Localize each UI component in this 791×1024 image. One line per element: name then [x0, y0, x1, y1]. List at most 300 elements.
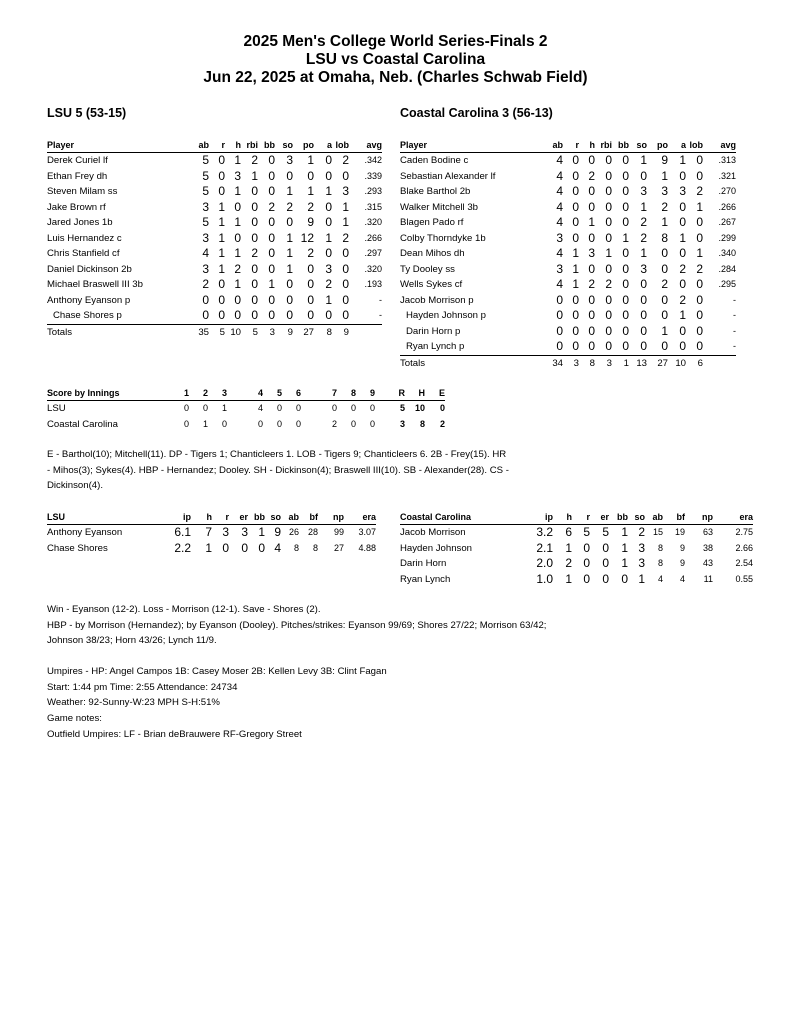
batter-stat: 0	[332, 308, 349, 324]
totals-stat: 5	[219, 326, 225, 338]
totals-stat: 10	[230, 326, 241, 338]
weather-line: Weather: 92-Sunny-W:23 MPH S-H:51%	[47, 697, 220, 709]
umpires-line: Umpires - HP: Angel Campos 1B: Casey Moser 2B: Kellen Levy 3B: Clint Fagan	[47, 666, 387, 677]
pitching-col-header: er	[600, 512, 609, 522]
batter-stat: 1	[286, 230, 293, 245]
rhe-value: 10	[414, 403, 425, 413]
batter-stat: 0	[286, 292, 293, 307]
pitcher-stat: 0	[602, 540, 609, 555]
inning-runs: 0	[331, 403, 337, 413]
pitcher-row	[400, 525, 753, 541]
batter-stat: 0	[556, 323, 563, 338]
batter-stat: 3	[202, 230, 209, 245]
batter-stat: 3	[234, 168, 241, 183]
pitching-col-header: r	[225, 512, 229, 522]
batter-stat: 1	[661, 168, 668, 183]
pitcher-era: 2.66	[735, 542, 753, 553]
pitching-col-header: ip	[183, 512, 191, 522]
batter-stat: 0	[268, 261, 275, 276]
totals-row	[400, 355, 736, 371]
batter-stat: 0	[307, 277, 314, 291]
batter-stat: 1	[307, 153, 314, 167]
inning-runs: 0	[295, 403, 301, 413]
batter-stat: 2	[202, 277, 209, 291]
batter-stat: 0	[293, 308, 314, 324]
pitcher-stat: 3	[638, 540, 645, 555]
pitching-col-header: ip	[545, 512, 553, 522]
batter-stat: 1	[622, 230, 629, 245]
batter-stat: 1	[696, 246, 703, 260]
pitcher-stat: 1	[621, 525, 628, 539]
totals-stat: 8	[326, 326, 332, 338]
rhe-header: R	[398, 388, 405, 398]
pitcher-stat: 0	[258, 540, 265, 555]
batter-stat: 0	[605, 215, 612, 229]
lsu-batting-header	[47, 139, 382, 153]
batter-row	[400, 200, 736, 216]
batter-stat: 0	[218, 292, 225, 307]
batter-stat: 0	[605, 261, 612, 276]
col-header-9: lob	[689, 140, 703, 150]
batter-stat: 2	[325, 277, 332, 291]
batter-stat: 0	[661, 308, 668, 322]
batter-stat: 2	[661, 277, 668, 291]
batter-stat: 0	[679, 246, 686, 260]
batter-stat: 4	[556, 277, 563, 291]
batter-avg: .299	[718, 232, 736, 243]
inning-runs: 0	[350, 418, 356, 429]
batter-avg: .266	[364, 232, 382, 243]
pitching-team-label: LSU	[47, 512, 65, 522]
batter-stat: 0	[696, 215, 703, 229]
pitcher-ab: 26	[288, 527, 299, 537]
batter-avg: .342	[364, 155, 382, 165]
inning-runs: 0	[276, 403, 282, 413]
batter-stat: 0	[268, 168, 275, 183]
batter-stat: 0	[268, 292, 275, 307]
col-header-10: avg	[366, 140, 382, 150]
batter-stat: 0	[342, 168, 349, 183]
col-header-6: so	[282, 140, 293, 150]
batter-stat: 2	[342, 153, 349, 167]
totals-blank	[349, 324, 382, 340]
batter-stat: 0	[314, 308, 332, 324]
batter-stat: 0	[622, 168, 629, 183]
batter-stat: 0	[605, 199, 612, 214]
inning-header: 9	[369, 388, 375, 398]
batter-stat: 1	[640, 246, 647, 260]
batter-stat: 0	[572, 168, 579, 183]
linescore-header	[47, 387, 445, 401]
cc-pitching-header	[400, 511, 753, 525]
batter-avg: .295	[718, 279, 736, 289]
decisions-line-2: HBP - by Morrison (Hernandez); by Eyanson (Dooley). Pitches/strikes: Eyanson 99/69; Shores 27/22; Morrison 63/42;	[47, 619, 547, 631]
batter-stat: 0	[661, 261, 668, 276]
batter-avg: -	[379, 294, 382, 305]
batter-stat: 0	[556, 308, 563, 322]
pitching-col-header: np	[702, 512, 713, 522]
batter-stat: 1	[325, 184, 332, 198]
batter-stat: 0	[696, 323, 703, 338]
pitcher-stat: 2	[638, 525, 645, 539]
batter-stat: 0	[622, 184, 629, 198]
col-header-0: Player	[47, 140, 75, 150]
game-notes-line-1: E - Barthol(10); Mitchell(11). DP - Tigers 1; Chanticleers 1. LOB - Tigers 9; Chanticleers 6. 2B - Frey(15). HR	[47, 449, 507, 460]
batter-row	[400, 215, 736, 231]
batter-stat: 4	[202, 246, 209, 260]
batter-stat: 0	[234, 230, 241, 245]
batter-stat: 0	[696, 230, 703, 245]
batter-stat: 0	[218, 153, 225, 167]
pitcher-ip: 6.1	[174, 525, 191, 539]
inning-runs: 0	[295, 418, 301, 429]
batter-stat: 3	[202, 199, 209, 214]
pitcher-np: 99	[333, 527, 344, 537]
pitcher-stat: 1	[621, 556, 628, 570]
inning-runs: 0	[202, 403, 208, 413]
batter-avg: -	[733, 310, 736, 320]
batter-stat: 1	[661, 323, 668, 338]
pitcher-name: Anthony Eyanson	[47, 527, 123, 538]
pitcher-stat: 3	[241, 525, 248, 539]
pitcher-stat: 7	[205, 525, 212, 539]
batter-avg: -	[703, 339, 736, 355]
batter-stat: 0	[679, 199, 686, 214]
pitcher-stat: 0	[602, 556, 609, 570]
batter-stat: 0	[696, 308, 703, 322]
batter-stat: 0	[572, 292, 579, 307]
report-title-line-3: Jun 22, 2025 at Omaha, Neb. (Charles Schwab Field)	[203, 69, 588, 86]
batter-stat: 2	[679, 261, 686, 276]
batter-avg: .267	[718, 217, 736, 227]
batter-stat: 0	[622, 277, 629, 291]
batter-stat: 0	[251, 184, 258, 198]
batter-stat: 0	[251, 230, 258, 245]
pitcher-ip: 2.0	[536, 556, 553, 570]
rhe-header: E	[438, 388, 445, 398]
batter-stat: 4	[556, 184, 563, 198]
pitcher-stat: 3	[222, 525, 229, 539]
batter-row	[47, 308, 382, 324]
batter-stat: 0	[679, 323, 686, 338]
batter-name: Luis Hernandez c	[47, 232, 122, 244]
col-header-7: po	[303, 140, 314, 150]
batter-stat: 1	[342, 199, 349, 214]
totals-stat: 13	[636, 357, 647, 369]
batter-stat: 0	[187, 308, 209, 324]
batter-name: Darin Horn p	[406, 325, 461, 337]
inning-runs: 0	[350, 403, 356, 413]
pitching-col-header: np	[333, 512, 344, 522]
batter-stat: 2	[307, 199, 314, 214]
batter-stat: 9	[661, 153, 668, 167]
batter-stat: 1	[325, 230, 332, 245]
pitcher-stat: 9	[274, 525, 281, 539]
col-header-0: Player	[400, 140, 428, 150]
batter-stat: 0	[622, 292, 629, 307]
batter-stat: 0	[679, 277, 686, 291]
batter-stat: 5	[202, 168, 209, 183]
batter-row	[47, 215, 382, 231]
batter-stat: 0	[209, 308, 225, 324]
pitcher-stat: 1	[565, 540, 572, 555]
batter-name: Daniel Dickinson 2b	[47, 263, 132, 275]
pitching-col-header: h	[206, 512, 212, 522]
game-notes-line-3: Dickinson(4).	[47, 480, 103, 492]
outfield-umpires-line: Outfield Umpires: LF - Brian deBrauwere RF-Gregory Street	[47, 728, 302, 740]
batter-stat: 2	[640, 215, 647, 229]
totals-stat: 10	[675, 357, 686, 369]
batter-stat: 4	[556, 215, 563, 229]
pitcher-bf: 28	[307, 527, 318, 537]
batter-stat: 2	[307, 246, 314, 260]
batter-stat: 0	[640, 308, 647, 322]
totals-blank	[703, 355, 736, 371]
cc-pitching-table	[400, 511, 753, 587]
batter-row	[47, 231, 382, 247]
batter-stat: 0	[572, 215, 579, 229]
batter-stat: 1	[572, 277, 579, 291]
batter-row	[400, 262, 736, 278]
batter-row	[400, 324, 736, 340]
batter-stat: 0	[612, 339, 629, 355]
totals-label: Totals	[400, 357, 426, 369]
totals-stat: 35	[198, 326, 209, 338]
pitcher-stat: 0	[602, 571, 609, 586]
batter-stat: 0	[342, 277, 349, 291]
linescore-team: LSU	[47, 403, 66, 414]
batter-stat: 1	[588, 215, 595, 229]
totals-stat: 27	[657, 357, 668, 369]
batter-avg: -	[733, 294, 736, 305]
pitcher-stat: 6	[565, 525, 572, 539]
col-header-2: r	[221, 140, 225, 150]
report-title-line-2: LSU vs Coastal Carolina	[305, 51, 486, 68]
totals-stat: 3	[269, 326, 275, 338]
batter-name: Walker Mitchell 3b	[400, 201, 479, 213]
totals-stat: 9	[287, 326, 293, 338]
pitcher-stat: 1	[621, 540, 628, 555]
pitcher-stat: 0	[222, 540, 229, 555]
totals-stat: 9	[343, 326, 349, 338]
inning-runs: 0	[183, 403, 189, 413]
batter-stat: 0	[234, 292, 241, 307]
batter-stat: 0	[325, 199, 332, 214]
batter-name: Derek Curiel lf	[47, 155, 108, 166]
col-header-3: h	[589, 140, 595, 150]
batter-stat: 0	[307, 168, 314, 183]
batter-stat: 2	[588, 168, 595, 183]
batter-name: Caden Bodine c	[400, 155, 469, 166]
batter-stat: 0	[622, 153, 629, 167]
batter-stat: 0	[572, 153, 579, 167]
batter-row	[47, 169, 382, 185]
batter-stat: 1	[640, 153, 647, 167]
totals-stat: 6	[697, 357, 703, 369]
totals-stat: 34	[552, 357, 563, 369]
batter-row	[400, 231, 736, 247]
pitcher-name: Chase Shores	[47, 542, 108, 554]
game-notes-label: Game notes:	[47, 713, 102, 725]
batter-stat: 0	[202, 292, 209, 307]
batter-row	[47, 200, 382, 216]
batter-stat: 1	[234, 184, 241, 198]
inning-runs: 1	[221, 403, 227, 413]
batter-stat: 0	[640, 168, 647, 183]
totals-stat: 27	[303, 326, 314, 338]
batter-stat: 0	[588, 308, 595, 322]
pitcher-stat: 1	[205, 540, 212, 555]
pitching-col-header: ab	[652, 512, 663, 522]
pitcher-era: 2.54	[735, 558, 753, 568]
pitcher-np: 63	[702, 527, 713, 537]
batter-stat: 0	[668, 339, 686, 355]
pitcher-ip: 2.2	[174, 540, 191, 555]
batter-stat: 0	[696, 292, 703, 307]
batter-stat: 2	[696, 261, 703, 276]
report-title-line-1: 2025 Men's College World Series-Finals 2	[243, 33, 548, 50]
col-header-6: so	[636, 140, 647, 150]
batter-stat: 0	[225, 308, 241, 324]
inning-runs: 0	[183, 418, 189, 429]
batter-name: Jake Brown rf	[47, 201, 106, 213]
rhe-value: 2	[439, 418, 445, 429]
pitcher-np: 43	[702, 558, 713, 568]
batter-stat: 0	[325, 246, 332, 260]
cc-heading: Coastal Carolina 3 (56-13)	[400, 106, 553, 120]
batter-stat: 1	[661, 215, 668, 229]
batter-name: Anthony Eyanson p	[47, 294, 131, 306]
batter-stat: 2	[251, 246, 258, 260]
batter-stat: 0	[286, 277, 293, 291]
col-header-4: rbi	[246, 140, 258, 150]
pitcher-era: 0.55	[735, 573, 753, 584]
lsu-pitching-header	[47, 511, 376, 525]
batter-stat: 1	[286, 261, 293, 276]
pitching-col-header: ab	[288, 512, 299, 522]
rhe-value: 8	[419, 418, 425, 429]
batter-stat: 0	[640, 323, 647, 338]
batter-stat: 9	[307, 215, 314, 229]
pitcher-row	[400, 556, 753, 572]
inning-header: 3	[221, 388, 227, 398]
col-header-3: h	[235, 140, 241, 150]
batter-stat: 0	[696, 153, 703, 167]
pitcher-stat: 0	[583, 556, 590, 570]
batter-stat: 3	[679, 184, 686, 198]
batter-stat: 0	[251, 199, 258, 214]
batter-stat: 2	[268, 199, 275, 214]
batter-stat: 5	[202, 153, 209, 167]
col-header-5: bb	[264, 140, 275, 150]
batter-stat: 0	[258, 308, 275, 324]
pitcher-stat: 3	[638, 556, 645, 570]
pitching-col-header: bf	[309, 512, 318, 522]
totals-stat: 3	[606, 357, 612, 369]
batter-stat: 0	[605, 308, 612, 322]
batter-stat: 0	[679, 168, 686, 183]
batter-stat: 0	[572, 323, 579, 338]
batter-stat: 1	[679, 230, 686, 245]
inning-runs: 0	[369, 403, 375, 413]
batter-stat: 0	[588, 261, 595, 276]
batter-stat: 1	[696, 199, 703, 214]
batter-stat: 0	[679, 215, 686, 229]
pitcher-ip: 1.0	[536, 571, 553, 586]
batter-stat: 0	[572, 308, 579, 322]
batter-stat: 0	[541, 339, 563, 355]
decisions-line-3: Johnson 38/23; Horn 43/26; Lynch 11/9.	[47, 635, 217, 647]
batter-avg: .340	[718, 248, 736, 258]
batter-stat: 0	[605, 292, 612, 307]
batter-stat: 0	[605, 230, 612, 245]
totals-stat: 8	[589, 357, 595, 369]
batter-avg: .339	[364, 170, 382, 181]
col-header-2: r	[575, 140, 579, 150]
col-header-4: rbi	[600, 140, 612, 150]
batter-stat: 0	[579, 339, 595, 355]
batter-stat: 2	[251, 153, 258, 167]
pitcher-ab: 15	[652, 527, 663, 537]
inning-header: 5	[276, 388, 282, 398]
batter-row	[400, 169, 736, 185]
batter-stat: 3	[202, 261, 209, 276]
batter-stat: 3	[556, 261, 563, 276]
batter-stat: 0	[286, 168, 293, 183]
batter-avg: .270	[718, 186, 736, 196]
inning-header: 6	[295, 388, 301, 398]
batter-stat: 0	[605, 168, 612, 183]
batter-row	[400, 184, 736, 200]
pitching-col-header: bf	[676, 512, 685, 522]
pitcher-np: 11	[703, 573, 713, 584]
batter-stat: 3	[556, 230, 563, 245]
pitcher-stat: 1	[565, 571, 572, 586]
pitcher-ab: 8	[657, 558, 663, 568]
batter-stat: 1	[218, 230, 225, 245]
col-header-5: bb	[618, 140, 629, 150]
batter-stat: 0	[605, 153, 612, 167]
batter-stat: 1	[640, 199, 647, 214]
batter-stat: 0	[218, 184, 225, 198]
batter-stat: 0	[588, 292, 595, 307]
batter-stat: 0	[588, 199, 595, 214]
batter-stat: 0	[696, 277, 703, 291]
batter-stat: 0	[686, 339, 703, 355]
batter-stat: 0	[234, 199, 241, 214]
col-header-1: ab	[198, 140, 209, 150]
batter-stat: 0	[268, 230, 275, 245]
batter-avg: .321	[718, 170, 736, 181]
batter-stat: 1	[572, 246, 579, 260]
batter-stat: 0	[605, 184, 612, 198]
col-header-10: avg	[720, 140, 736, 150]
batter-row	[400, 277, 736, 293]
batter-avg: .315	[364, 201, 382, 212]
pitcher-name: Jacob Morrison	[400, 527, 466, 538]
linescore-team: Coastal Carolina	[47, 418, 118, 430]
batter-stat: 0	[572, 184, 579, 198]
batter-row	[400, 246, 736, 262]
pitching-col-header: bb	[617, 512, 628, 522]
totals-stat: 1	[623, 357, 629, 369]
batter-avg: .193	[364, 279, 382, 289]
batter-stat: 1	[572, 261, 579, 276]
pitcher-np: 27	[333, 542, 344, 553]
pitcher-stat: 0	[583, 571, 590, 586]
batter-stat: 1	[286, 184, 293, 198]
batter-row	[47, 153, 382, 169]
